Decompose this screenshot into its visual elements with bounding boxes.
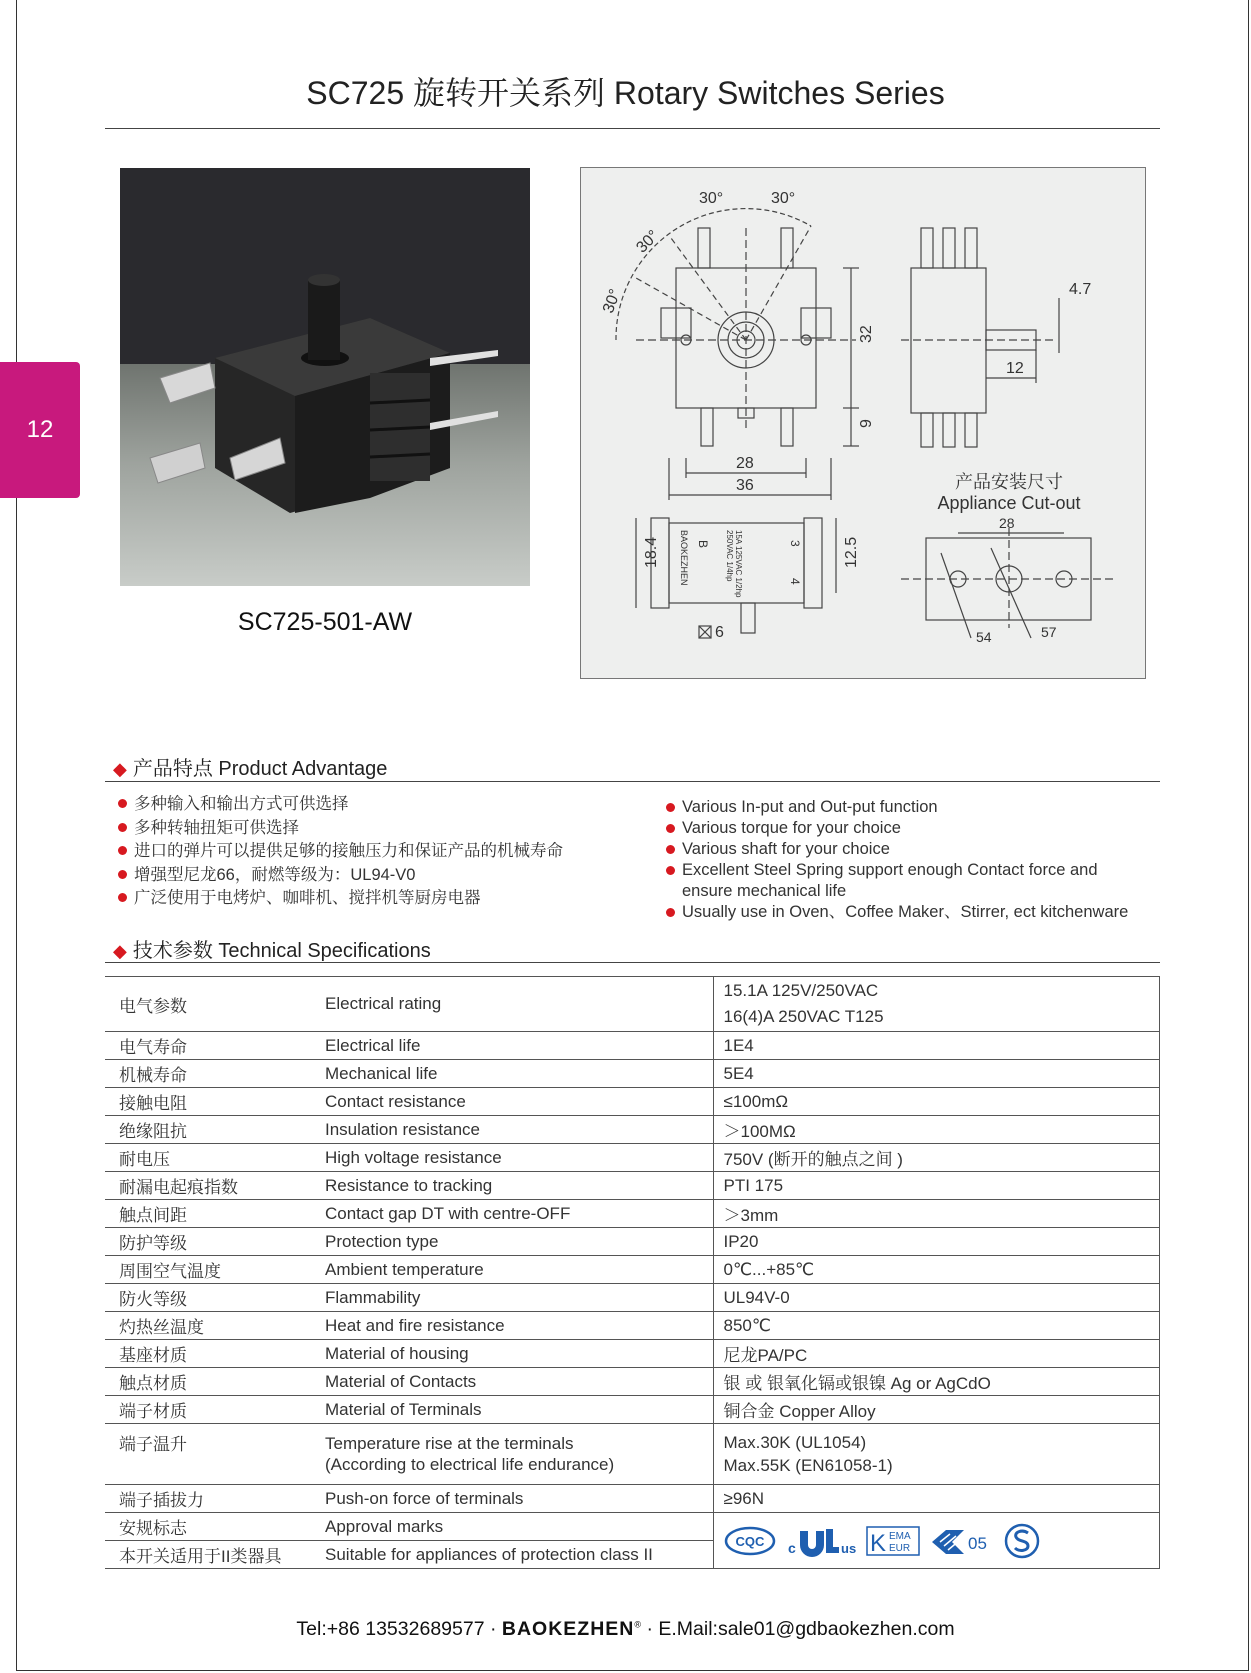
- spec-cn: 周围空气温度: [105, 1256, 311, 1284]
- table-row: [105, 1485, 1159, 1513]
- dim-9: 9: [858, 419, 875, 428]
- title-divider: [105, 128, 1160, 129]
- ul-us-text: us: [840, 1540, 856, 1556]
- product-photo: [120, 168, 530, 586]
- s-mark-icon: [1002, 1523, 1042, 1559]
- footer-email: · E.Mail:sale01@gdbaokezhen.com: [641, 1618, 955, 1640]
- spec-en: Resistance to tracking: [311, 1172, 713, 1200]
- spec-value-line: Max.30K (UL1054): [723, 1433, 867, 1452]
- vde-number: 05: [967, 1533, 987, 1553]
- spec-value-line: 16(4)A 250VAC T125: [723, 1007, 884, 1026]
- angle-label: 30°: [633, 227, 663, 257]
- list-item: Various torque for your choice: [666, 818, 1166, 839]
- spec-value: 1E4: [713, 1032, 1159, 1060]
- cutout-title-cn: 产品安装尺寸: [955, 472, 1063, 492]
- table-row: [105, 1088, 1159, 1116]
- specs-heading: [113, 934, 431, 963]
- spec-en: Contact resistance: [311, 1088, 713, 1116]
- spec-cn: 端子温升: [105, 1424, 311, 1485]
- specs-table: [105, 976, 1160, 1569]
- spec-cn: 接触电阻: [105, 1088, 311, 1116]
- table-row: [105, 1228, 1159, 1256]
- dim-18-4: 18.4: [643, 536, 660, 568]
- spec-en: Material of Terminals: [311, 1396, 713, 1424]
- table-row: [105, 1513, 1159, 1541]
- list-item: 进口的弹片可以提供足够的接触压力和保证产品的机械寿命: [118, 840, 658, 864]
- cutout-28: 28: [999, 515, 1015, 531]
- spec-cn: 触点材质: [105, 1368, 311, 1396]
- spec-en: Electrical life: [311, 1032, 713, 1060]
- list-item: Various shaft for your choice: [666, 839, 1166, 860]
- spec-en: Material of Contacts: [311, 1368, 713, 1396]
- spec-en-line: (According to electrical life endurance): [325, 1455, 615, 1474]
- terminal-b: B: [696, 540, 710, 549]
- spec-value: 850℃: [713, 1312, 1159, 1340]
- spec-cn: 端子插拔力: [105, 1485, 311, 1513]
- advantage-list-en: [666, 797, 1166, 923]
- table-row: [105, 1172, 1159, 1200]
- spec-cn: 基座材质: [105, 1340, 311, 1368]
- table-row: [105, 1396, 1159, 1424]
- table-row: [105, 1116, 1159, 1144]
- footer-brand: BAOKEZHEN: [501, 1618, 635, 1640]
- spec-cn: 本开关适用于II类器具: [105, 1541, 311, 1569]
- spec-value: 铜合金 Copper Alloy: [713, 1396, 1159, 1424]
- spec-value: PTI 175: [713, 1172, 1159, 1200]
- list-item: Usually use in Oven、Coffee Maker、Stirrer, ect kitchenware: [666, 902, 1166, 923]
- rating-mark: 15A 125VAC 1/2hp: [734, 530, 743, 598]
- spec-en: Mechanical life: [311, 1060, 713, 1088]
- spec-value: ＞3mm: [713, 1200, 1159, 1228]
- advantage-title: 产品特点 Product Advantage: [132, 758, 388, 780]
- dimension-drawing: [580, 167, 1146, 679]
- dim-32: 32: [858, 325, 875, 343]
- page-number-tab: [0, 362, 80, 498]
- spec-cn: 端子材质: [105, 1396, 311, 1424]
- spec-cn: 安规标志: [105, 1513, 311, 1541]
- rating-mark-2: 250VAC 1/4hp: [725, 530, 734, 582]
- spec-value: [713, 977, 1159, 1032]
- spec-en: High voltage resistance: [311, 1144, 713, 1172]
- list-item: 多种转轴扭矩可供选择: [118, 817, 658, 841]
- list-item: Excellent Steel Spring support enough Contact force and ensure mechanical life: [666, 860, 1152, 902]
- table-row: [105, 1032, 1159, 1060]
- table-row: [105, 1256, 1159, 1284]
- dim-6: 6: [715, 624, 724, 641]
- spec-cn: 耐漏电起痕指数: [105, 1172, 311, 1200]
- spec-cn: 电气参数: [105, 977, 311, 1032]
- table-row: [105, 1200, 1159, 1228]
- spec-en: Contact gap DT with centre-OFF: [311, 1200, 713, 1228]
- specs-title: 技术参数 Technical Specifications: [132, 940, 431, 962]
- spec-en: Material of housing: [311, 1340, 713, 1368]
- kema-eur-text: EUR: [888, 1542, 910, 1554]
- spec-value: ≥96N: [713, 1485, 1159, 1513]
- table-row: [105, 1368, 1159, 1396]
- ul-c-text: c: [787, 1539, 796, 1556]
- footer-contact: [0, 1618, 1251, 1641]
- spec-en: Ambient temperature: [311, 1256, 713, 1284]
- table-row: [105, 1284, 1159, 1312]
- spec-value: ≤100mΩ: [713, 1088, 1159, 1116]
- page-number: 12: [26, 416, 54, 443]
- spec-value: 0℃...+85℃: [713, 1256, 1159, 1284]
- angle-label: 30°: [699, 190, 724, 207]
- spec-value: UL94V-0: [713, 1284, 1159, 1312]
- table-row: [105, 977, 1159, 1032]
- list-item: Various In-put and Out-put function: [666, 797, 1166, 818]
- spec-en: Approval marks: [311, 1513, 713, 1541]
- cqc-mark-icon: [724, 1526, 776, 1556]
- dim-28: 28: [736, 455, 754, 472]
- list-item: 增强型尼龙66，耐燃等级为：UL94-V0: [118, 864, 658, 888]
- dim-4-7: 4.7: [1069, 281, 1092, 298]
- spec-value: IP20: [713, 1228, 1159, 1256]
- advantage-heading: [113, 752, 387, 781]
- spec-value: [713, 1424, 1159, 1485]
- spec-cn: 机械寿命: [105, 1060, 311, 1088]
- spec-value: 尼龙PA/PC: [713, 1340, 1159, 1368]
- advantage-divider: [105, 781, 1160, 782]
- kema-ema-text: EMA: [888, 1530, 911, 1542]
- terminal-4: 4: [788, 578, 802, 585]
- spec-cn: 防火等级: [105, 1284, 311, 1312]
- kema-mark-icon: [866, 1526, 920, 1556]
- spec-en: Heat and fire resistance: [311, 1312, 713, 1340]
- specs-divider: [105, 962, 1160, 963]
- table-row: [105, 1312, 1159, 1340]
- spec-en: Flammability: [311, 1284, 713, 1312]
- kema-k-text: K: [869, 1529, 886, 1556]
- footer-reg-mark: ®: [634, 1619, 642, 1630]
- rotary-switch-image: [120, 168, 530, 586]
- spec-en: Suitable for appliances of protection class II: [311, 1541, 713, 1569]
- advantage-list-cn: [118, 793, 658, 911]
- spec-cn: 触点间距: [105, 1200, 311, 1228]
- spec-value-line: 15.1A 125V/250VAC: [723, 981, 879, 1000]
- spec-cn: 防护等级: [105, 1228, 311, 1256]
- table-row: [105, 1144, 1159, 1172]
- vde-mark-icon: [930, 1526, 992, 1556]
- cutout-57: 57: [1041, 624, 1057, 640]
- footer-tel: Tel:+86 13532689577 ·: [296, 1618, 502, 1640]
- spec-value: 银 或 银氧化镉或银镍 Ag or AgCdO: [713, 1368, 1159, 1396]
- spec-value-line: Max.55K (EN61058-1): [723, 1456, 893, 1475]
- spec-en: Insulation resistance: [311, 1116, 713, 1144]
- cutout-title-en: Appliance Cut-out: [937, 493, 1081, 513]
- brand-mark: BAOKEZHEN: [679, 530, 689, 586]
- list-item: 多种输入和输出方式可供选择: [118, 793, 658, 817]
- cutout-54: 54: [976, 629, 992, 645]
- dim-36: 36: [736, 477, 754, 494]
- table-row: [105, 1424, 1159, 1485]
- table-row: [105, 1060, 1159, 1088]
- approval-marks: [713, 1513, 1159, 1569]
- dim-12: 12: [1006, 360, 1024, 377]
- diamond-icon: ◆: [113, 941, 127, 961]
- spec-cn: 绝缘阻抗: [105, 1116, 311, 1144]
- diamond-icon: ◆: [113, 759, 127, 779]
- cqc-mark-text: CQC: [735, 1533, 764, 1549]
- product-model: SC725-501-AW: [237, 608, 413, 636]
- spec-en: Protection type: [311, 1228, 713, 1256]
- spec-en-line: Temperature rise at the terminals: [325, 1434, 574, 1453]
- spec-value: 5E4: [713, 1060, 1159, 1088]
- spec-cn: 灼热丝温度: [105, 1312, 311, 1340]
- drawing-svg: [581, 168, 1147, 680]
- dim-12-5: 12.5: [843, 536, 860, 568]
- spec-value: ＞100MΩ: [713, 1116, 1159, 1144]
- list-item: 广泛使用于电烤炉、咖啡机、搅拌机等厨房电器: [118, 887, 658, 911]
- angle-label: 30°: [771, 190, 796, 207]
- spec-value: 750V (断开的触点之间 ): [713, 1144, 1159, 1172]
- ul-mark-icon: [786, 1525, 856, 1557]
- spec-cn: 电气寿命: [105, 1032, 311, 1060]
- spec-cn: 耐电压: [105, 1144, 311, 1172]
- spec-en: Push-on force of terminals: [311, 1485, 713, 1513]
- angle-label: 30°: [600, 286, 625, 316]
- spec-en: Electrical rating: [311, 977, 713, 1032]
- approval-marks-row: [724, 1523, 1159, 1559]
- spec-en: [311, 1424, 713, 1485]
- table-row: [105, 1340, 1159, 1368]
- page-title: SC725 旋转开关系列 Rotary Switches Series: [306, 75, 945, 111]
- terminal-3: 3: [788, 540, 802, 547]
